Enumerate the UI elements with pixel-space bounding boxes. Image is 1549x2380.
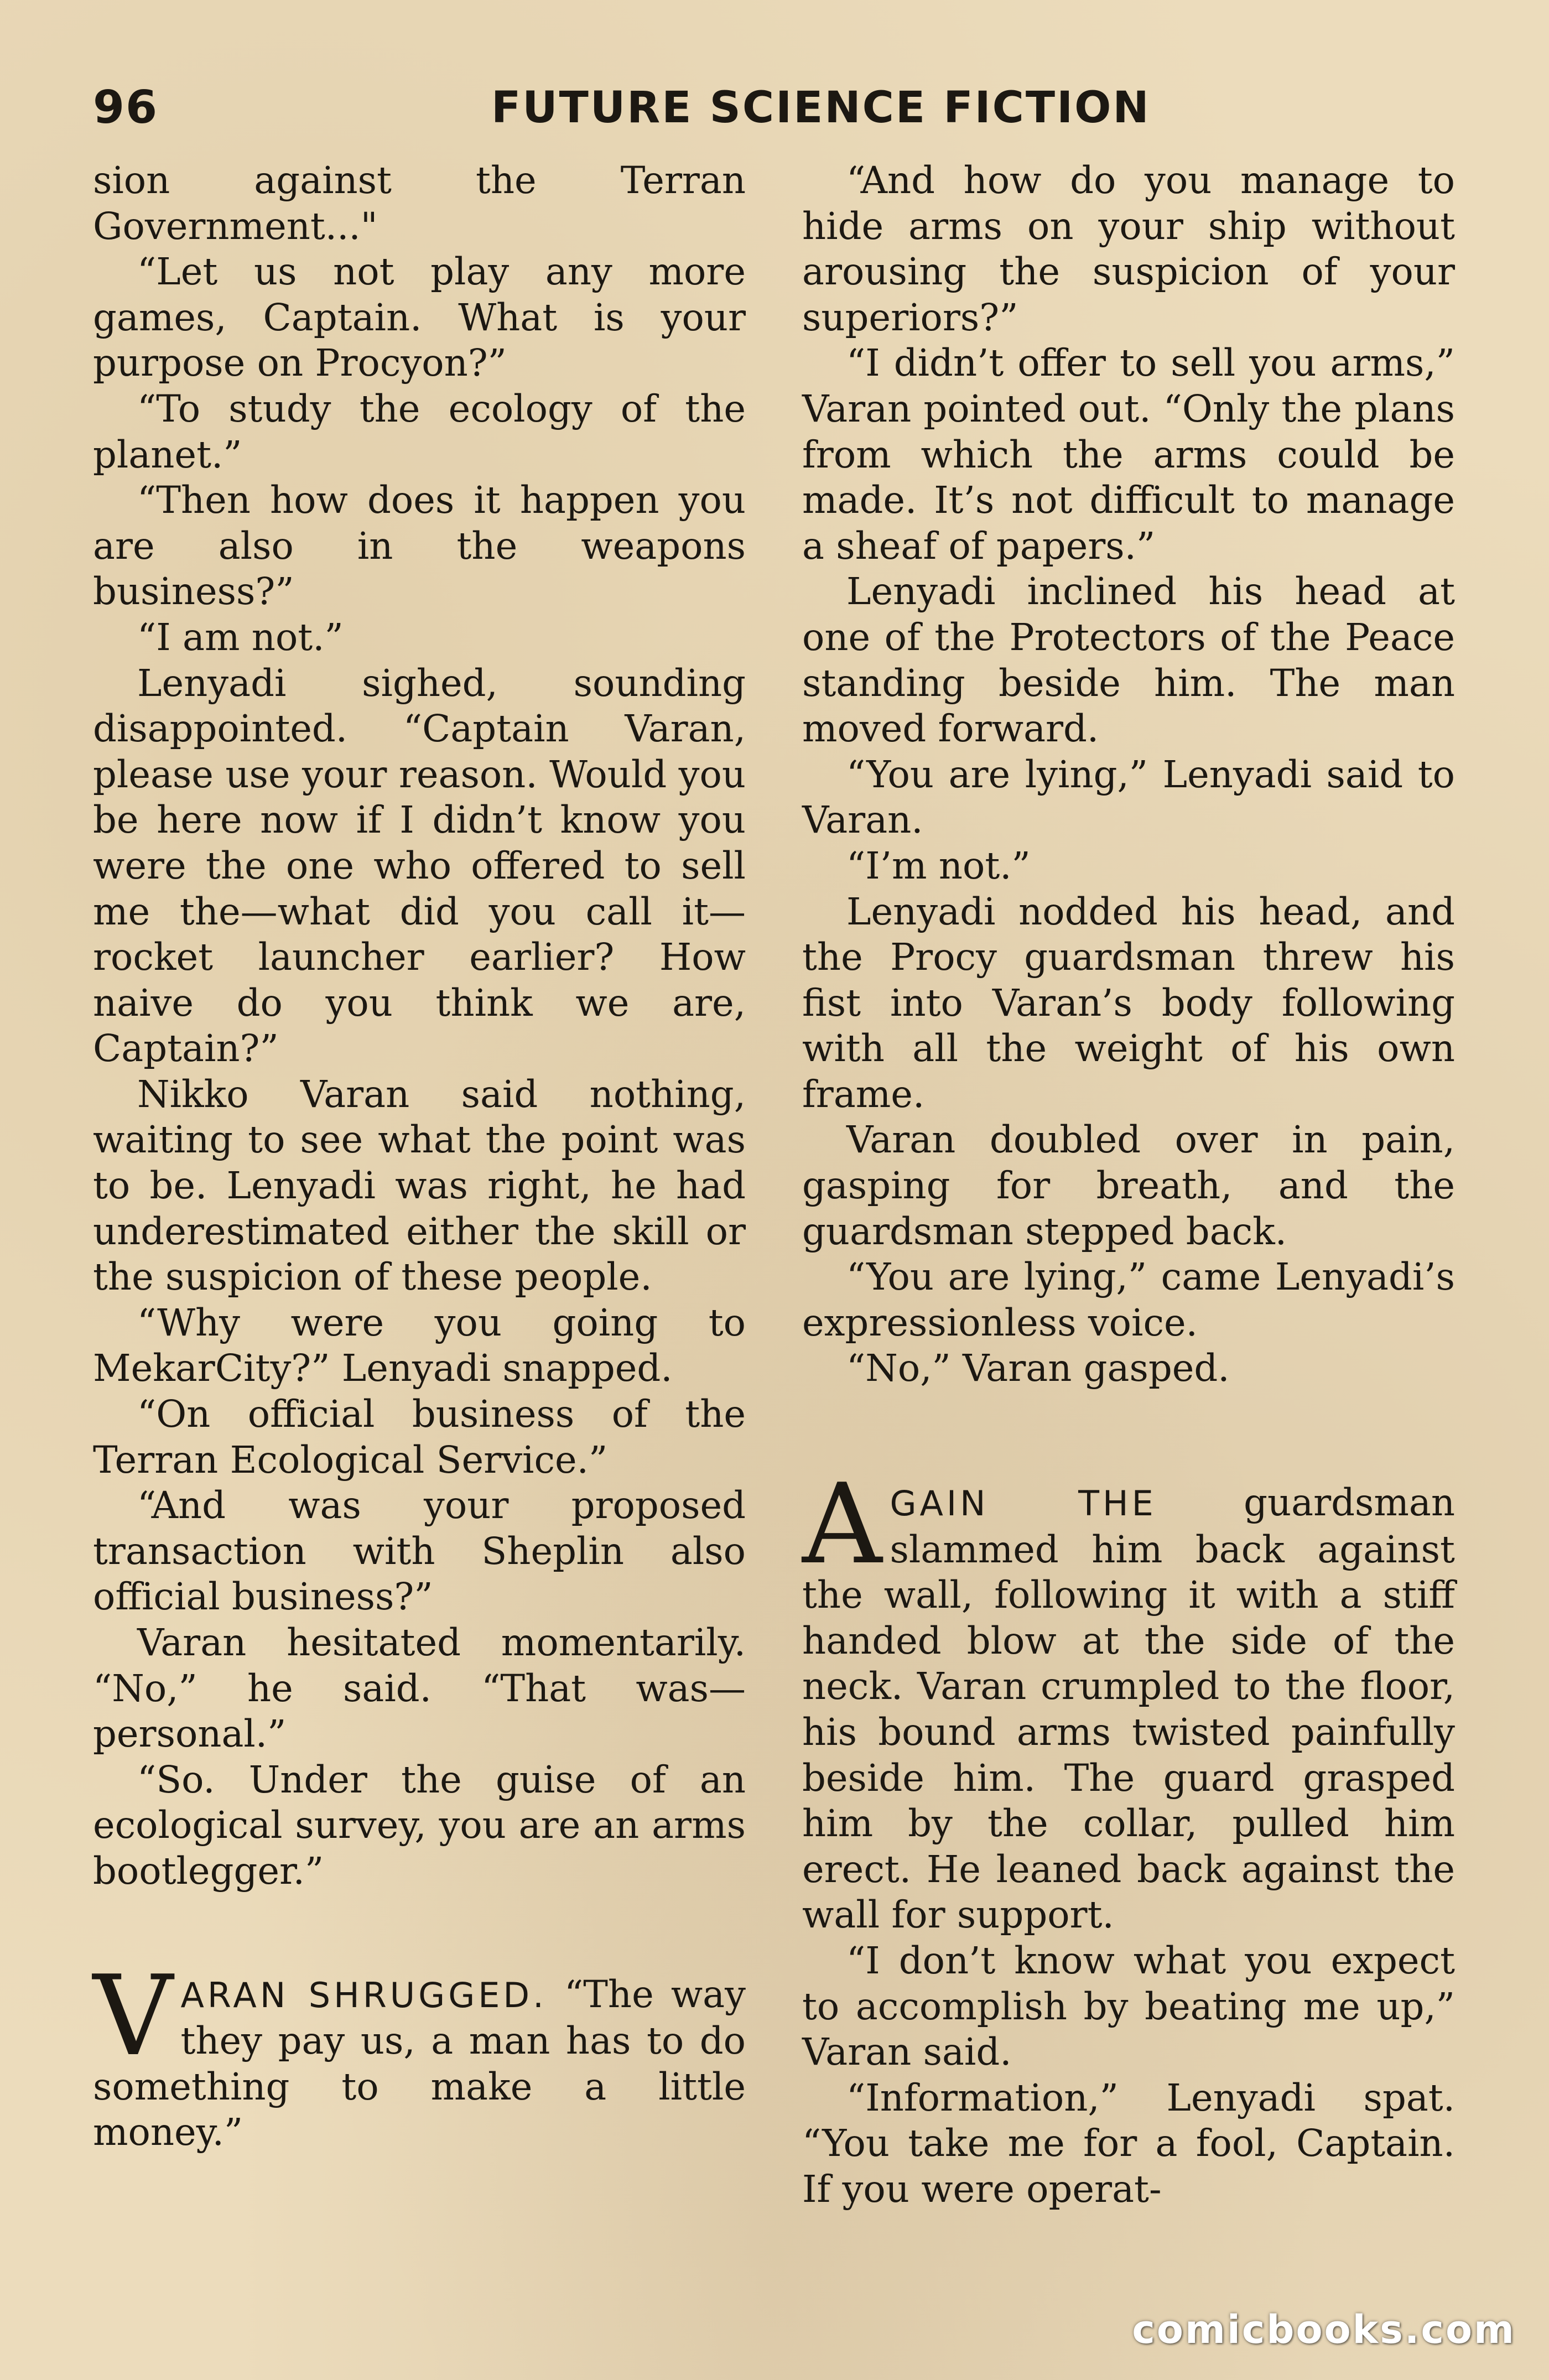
paragraph: “To study the ecology of the planet.”	[93, 387, 746, 476]
section-start-paragraph	[93, 1951, 746, 2155]
paragraph: “And how do you manage to hide arms on your ship without arousing the suspicion of your superiors?”	[802, 159, 1455, 339]
drop-cap: V	[93, 1951, 173, 2081]
paragraph: sion against the Terran Government..."	[93, 159, 746, 248]
paragraph: “So. Under the guise of an ecological survey, you are an arms bootlegger.”	[93, 1758, 746, 1893]
paragraph: “Why were you going to MekarCity?” Lenyadi snapped.	[93, 1301, 746, 1390]
paragraph: Nikko Varan said nothing, waiting to see what the point was to be. Lenyadi was right, he had underestimated either the skill or the suspicion of these people.	[93, 1072, 746, 1299]
paragraph: “Information,” Lenyadi spat. “You take me for a fool, Captain. If you were operat-	[802, 2076, 1455, 2211]
right-column	[802, 158, 1455, 2212]
small-caps-lead: GAIN THE	[890, 1483, 1157, 1524]
site-watermark: comicbooks.com	[1132, 2307, 1516, 2352]
paragraph: “I don’t know what you expect to accomplish by beating me up,” Varan said.	[802, 1939, 1455, 2074]
paragraph: “You are lying,” came Lenyadi’s expressionless voice.	[802, 1255, 1455, 1344]
paragraph: “You are lying,” Lenyadi said to Varan.	[802, 752, 1455, 842]
paragraph: Lenyadi sighed, sounding disappointed. “Captain Varan, please use your reason. Would you be here now if I didn’t know you were the one who offered to sell me the—what did you call it—rocket launcher earlier? How naive do you think we are, Captain?”	[93, 661, 746, 1071]
running-title: FUTURE SCIENCE FICTION	[491, 83, 1151, 133]
paragraph: Lenyadi inclined his head at one of the Protectors of the Peace standing beside him. The man moved forward.	[802, 570, 1455, 751]
small-caps-lead: ARAN SHRUGGED.	[180, 1974, 547, 2015]
left-column	[93, 158, 746, 2155]
paragraph: “And was your proposed transaction with Sheplin also official business?”	[93, 1484, 746, 1619]
drop-cap: A	[802, 1460, 882, 1589]
page-number: 96	[93, 81, 159, 134]
page-header	[93, 77, 1454, 138]
paragraph: Varan doubled over in pain, gasping for breath, and the guardsman stepped back.	[802, 1118, 1455, 1253]
paragraph: “On official business of the Terran Ecological Service.”	[93, 1392, 746, 1482]
paragraph: “I am not.”	[137, 615, 344, 659]
paragraph-text: “The way they pay us, a man has to do something to make a little money.”	[93, 1972, 746, 2154]
paragraph: Varan hesitated momentarily. “No,” he said. “That was—personal.”	[93, 1621, 746, 1756]
section-start-paragraph	[802, 1460, 1455, 1938]
paragraph: “No,” Varan gasped.	[846, 1347, 1230, 1390]
paragraph: “Let us not play any more games, Captain. What is your purpose on Procyon?”	[93, 250, 746, 385]
paragraph: “Then how does it happen you are also in the weapons business?”	[93, 479, 746, 614]
paragraph-text: guardsman slammed him back against the wall, following it with a stiff handed blow at the side of the neck. Varan crumpled to the floor, his bound arms twisted painfully beside him. The guard grasped him by the collar, pulled him erect. He leaned back against the wall for support.	[802, 1481, 1455, 1937]
paragraph: “I’m not.”	[846, 844, 1031, 887]
paragraph: Lenyadi nodded his head, and the Procy guardsman threw his fist into Varan’s body following with all the weight of his own frame.	[802, 890, 1455, 1116]
paragraph: “I didn’t offer to sell you arms,” Varan pointed out. “Only the plans from which the arms could be made. It’s not difficult to manage a sheaf of papers.”	[802, 341, 1455, 568]
